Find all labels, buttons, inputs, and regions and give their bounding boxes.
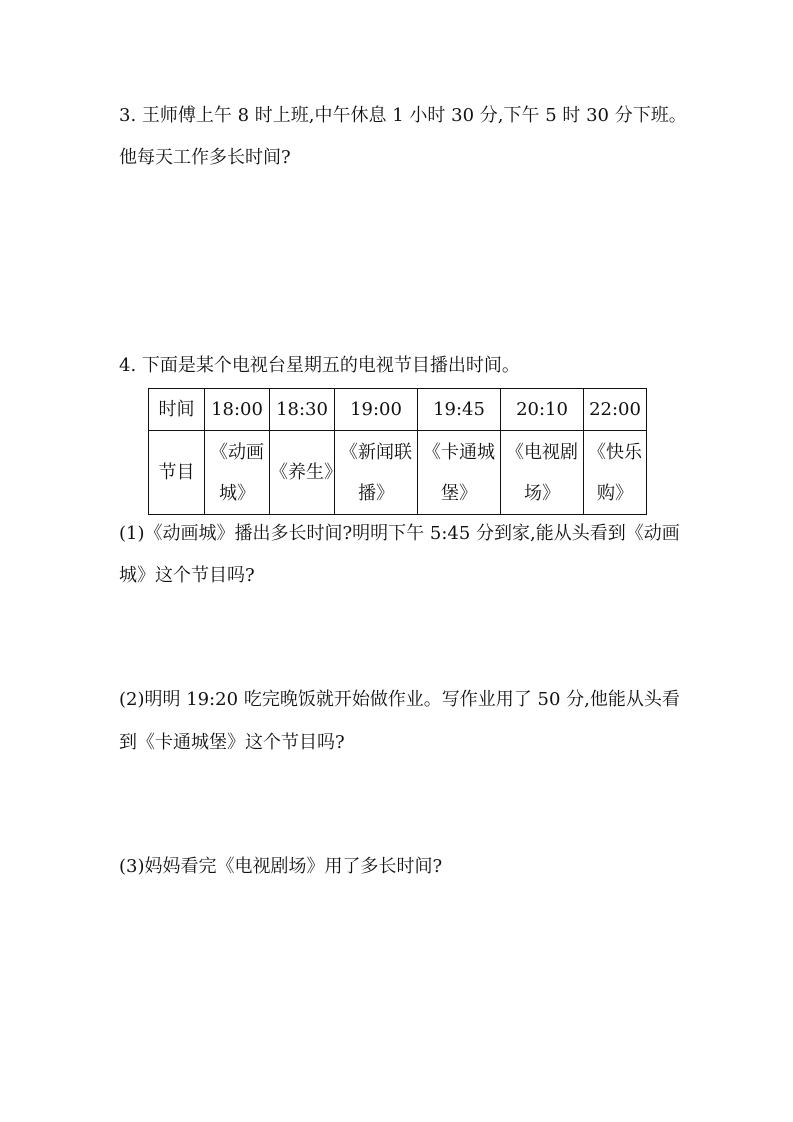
time-cell: 18:00 [205,389,270,431]
program-cell [335,431,418,515]
program-cell [270,431,342,515]
program-cell [584,431,647,515]
sub-question-3-line-1: (3)妈妈看完《电视剧场》用了多长时间? [119,856,443,877]
time-cell: 18:30 [270,389,335,431]
schedule-program-row [149,431,647,515]
sub-question-1-line-2: 城》这个节目吗? [119,565,255,586]
program-name: 《动画城》 [210,441,264,504]
program-name: 《新闻联播》 [340,441,412,504]
time-cell: 19:00 [335,389,418,431]
time-cell: 22:00 [584,389,647,431]
sub-question-1-line-1: (1)《动画城》播出多长时间?明明下午 5:45 分到家,能从头看到《动画 [119,523,680,544]
row-label-time: 时间 [149,389,205,431]
program-cell [501,431,584,515]
program-cell [418,431,501,515]
tv-schedule-table [148,388,647,515]
schedule-time-row [149,389,647,431]
program-name: 《电视剧场》 [506,441,578,504]
time-cell: 20:10 [501,389,584,431]
question-3-text-line-2: 他每天工作多长时间? [119,147,291,168]
program-cell [205,431,270,515]
row-label-program: 节目 [149,431,205,515]
sub-question-2-line-2: 到《卡通城堡》这个节目吗? [119,732,345,753]
question-4-intro: 4. 下面是某个电视台星期五的电视节目播出时间。 [119,355,520,376]
program-name: 《快乐购》 [588,441,642,504]
time-cell: 19:45 [418,389,501,431]
question-3-text-line-1: 3. 王师傅上午 8 时上班,中午休息 1 小时 30 分,下午 5 时 30 分下班。 [119,105,687,126]
sub-question-2-line-1: (2)明明 19:20 吃完晚饭就开始做作业。写作业用了 50 分,他能从头看 [119,689,680,710]
program-name: 《养生》 [270,462,342,483]
program-name: 《卡通城堡》 [423,441,495,504]
